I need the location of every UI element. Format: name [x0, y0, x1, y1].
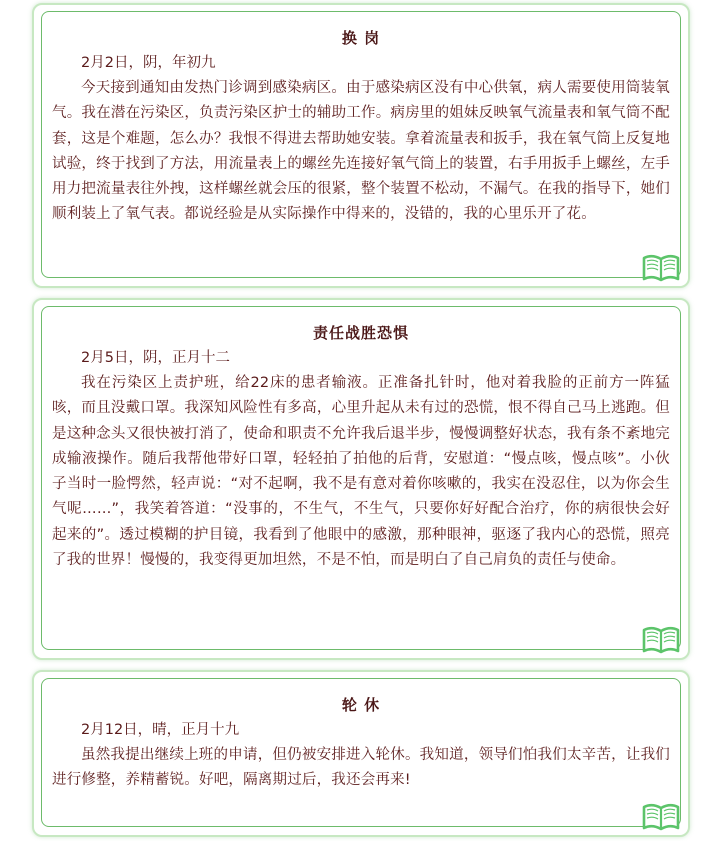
open-book-icon	[642, 624, 680, 654]
card-content	[52, 672, 670, 794]
card-content	[52, 300, 670, 573]
diary-card-1	[32, 3, 690, 288]
entry-body: 今天接到通知由发热门诊调到感染病区。由于感染病区没有中心供氧，病人需要使用筒装氧气。我在潜在污染区，负责污染区护士的辅助工作。病房里的姐妹反映氧气流量表和氧气筒不配套，这是个难题，怎么办？我恨不得进去帮助她安装。拿着流量表和扳手，我在氧气筒上反复地试验，终于找到了方法，用流量表上的螺丝先连接好氧气筒上的装置，右手用扳手上螺丝，左手用力把流量表往外拽，这样螺丝就会压的很紧，整个装置不松动，不漏气。在我的指导下，她们顺利装上了氧气表。都说经验是从实际操作中得来的，没错的，我的心里乐开了花。	[52, 80, 670, 223]
open-book-icon	[642, 252, 680, 282]
entry-body: 虽然我提出继续上班的申请，但仍被安排进入轮休。我知道，领导们怕我们太辛苦，让我们进行修整，养精蓄锐。好吧，隔离期过后，我还会再来!	[52, 747, 670, 789]
entry-title: 换 岗	[341, 29, 381, 47]
open-book-icon	[642, 801, 680, 831]
entry-title: 轮 休	[341, 696, 381, 714]
entry-title: 责任战胜恐惧	[312, 324, 409, 342]
diary-card-2	[32, 298, 690, 660]
diary-card-3	[32, 670, 690, 837]
entry-date: 2月12日，晴，正月十九	[81, 722, 240, 738]
entry-date: 2月2日，阴，年初九	[81, 55, 216, 71]
card-content	[52, 5, 670, 228]
entry-date: 2月5日，阴，正月十二	[81, 350, 230, 366]
entry-body: 我在污染区上责护班，给22床的患者输液。正准备扎针时，他对着我脸的正前方一阵猛咳，而且没戴口罩。我深知风险性有多高，心里升起从未有过的恐慌，恨不得自己马上逃跑。但是这种念头又很快被打消了，使命和职责不允许我后退半步，慢慢调整好状态，我有条不紊地完成输液操作。随后我帮他带好口罩，轻轻拍了拍他的后背，安慰道：“慢点咳，慢点咳”。小伙子当时一脸愕然，轻声说：“对不起啊，我不是有意对着你咳嗽的，我实在没忍住，以为你会生气呢……”，我笑着答道：“没事的，不生气，不生气，只要你好好配合治疗，你的病很快会好起来的”。透过模糊的护目镜，我看到了他眼中的感激，那种眼神，驱逐了我内心的恐慌，照亮了我的世界！慢慢的，我变得更加坦然，不是不怕，而是明白了自己肩负的责任与使命。	[52, 375, 670, 569]
